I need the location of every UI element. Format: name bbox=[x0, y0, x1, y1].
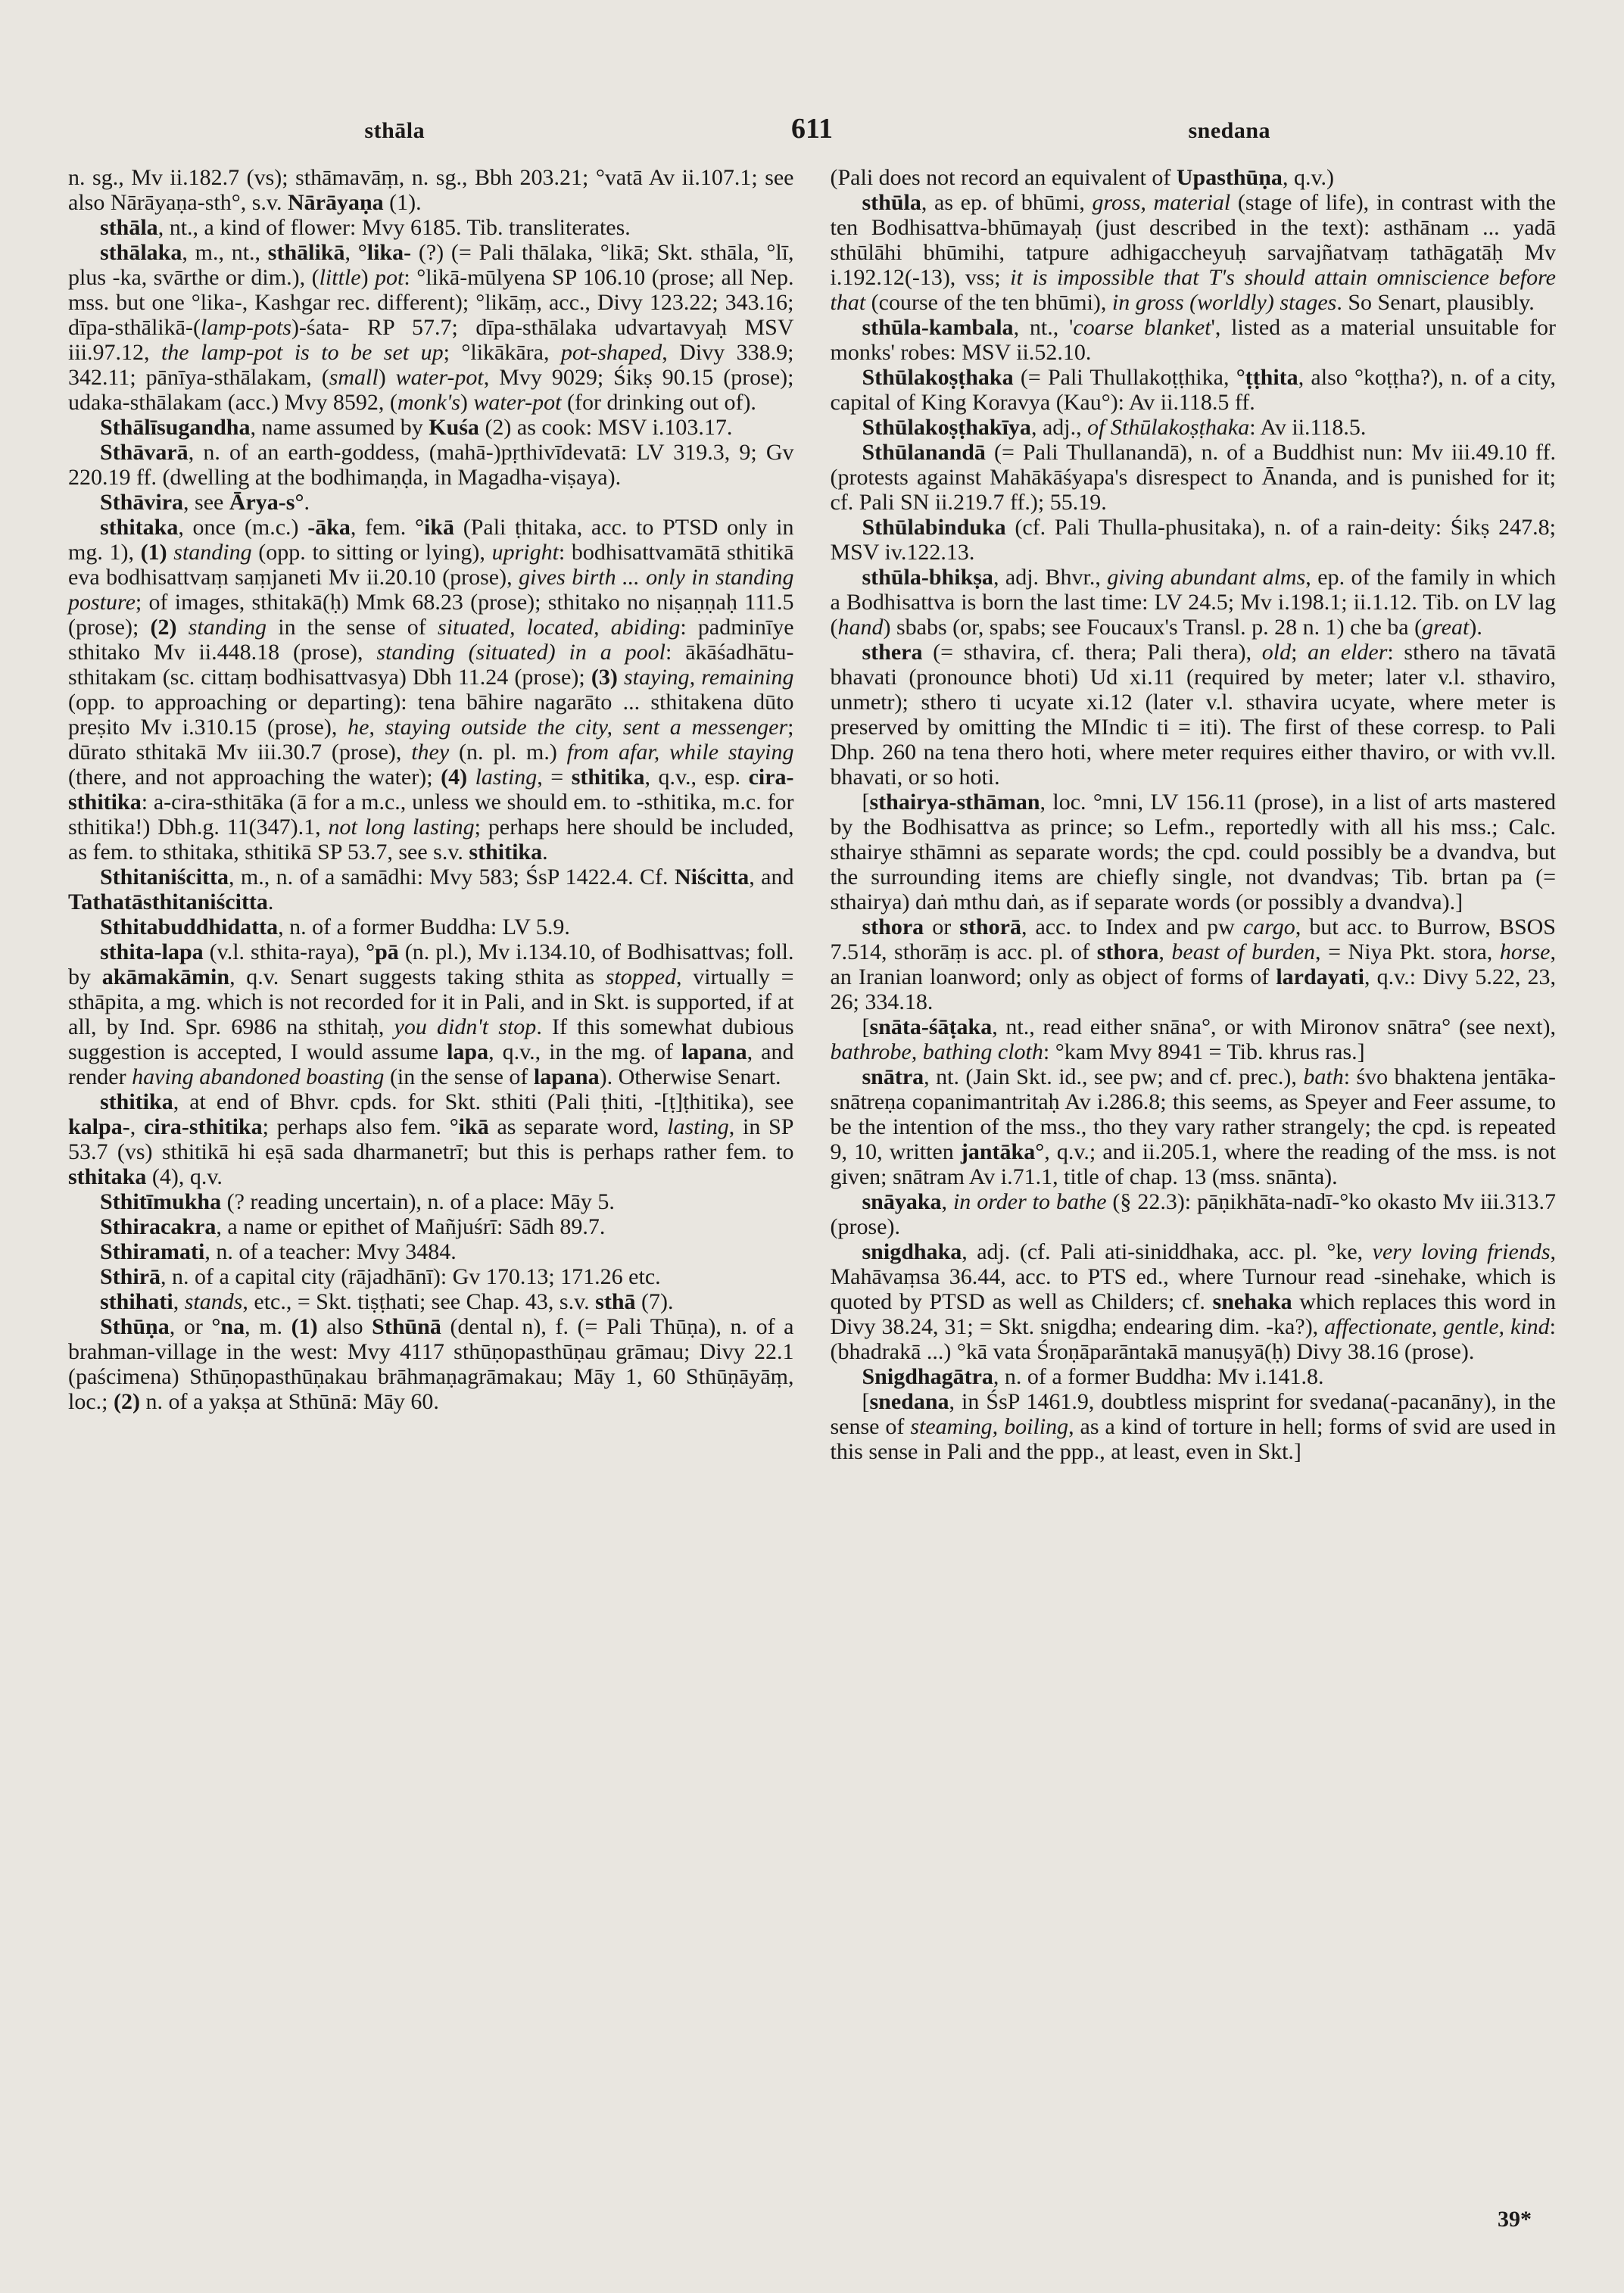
dictionary-entry: [snāta-śāṭaka, nt., read either snāna°, or with Mironov snātra° (see next), bathrobe, bathing cloth: °kam Mvy 8941 = Tib. khrus ras.] bbox=[830, 1014, 1556, 1064]
dictionary-entry: snātra, nt. (Jain Skt. id., see pw; and cf. prec.), bath: śvo bhaktena jentāka-snātreṇa copanimantritaḥ Av i.286.8; this seems, as Speyer and Feer assume, to be the intention of the mss., tho they vary rather strangely; the cpd. is repeated 9, 10, written jantāka°, q.v.; and ii.205.1, where the reading of the mss. is not given; snātram Av i.71.1, title of chap. 13 (mss. snānta). bbox=[830, 1064, 1557, 1189]
page-header bbox=[68, 112, 1556, 145]
dictionary-entry: Sthitabuddhidatta, n. of a former Buddha: LV 5.9. bbox=[100, 914, 570, 939]
dictionary-entry: snāyaka, in order to bathe (§ 22.3): pāṇikhāta-nadī-°ko okasto Mv iii.313.7 (prose). bbox=[830, 1189, 1556, 1239]
page-number: 611 bbox=[791, 113, 833, 145]
dictionary-entry: n. sg., Mv ii.182.7 (vs); sthāmavāṃ, n. sg., Bbh 203.21; °vatā Av ii.107.1; see also Nārāyaṇa-sth°, s.v. Nārāyaṇa (1). bbox=[68, 165, 794, 215]
dictionary-entry: Sthūlakoṣṭhaka (= Pali Thullakoṭṭhika, °ṭṭhita, also °koṭṭha?), n. of a city, capital of King Koravya (Kau°): Av ii.118.5 ff. bbox=[830, 365, 1556, 415]
dictionary-entry: Snigdhagātra, n. of a former Buddha: Mv i.141.8. bbox=[862, 1364, 1324, 1389]
right-column bbox=[831, 165, 1557, 1464]
dictionary-entry: Sthiramati, n. of a teacher: Mvy 3484. bbox=[100, 1239, 457, 1264]
dictionary-entry: sthora or sthorā, acc. to Index and pw cargo, but acc. to Burrow, BSOS 7.514, sthorāṃ is acc. pl. of sthora, beast of burden, = Niya Pkt. stora, horse, an Iranian loanword; only as object of forms of lardayati, q.v.: Divy 5.22, 23, 26; 334.18. bbox=[830, 914, 1556, 1014]
dictionary-entry: sthitika, at end of Bhvr. cpds. for Skt. sthiti (Pali ṭhiti, -[ṭ]ṭhitika), see kalpa-, cira-sthitika; perhaps also fem. °ikā as separate word, lasting, in SP 53.7 (vs) sthitikā hi eṣā sada dharmanetrī; but this is perhaps rather fem. to sthitaka (4), q.v. bbox=[68, 1089, 794, 1189]
dictionary-entry: Sthūṇa, or °na, m. (1) also Sthūnā (dental n), f. (= Pali Thūṇa), n. of a brahman-village in the west: Mvy 4117 sthūṇopasthūṇau grāmau; Divy 22.1 (paścimena) Sthūṇopasthūṇakau brāhmaṇagrāmakau; Māy 1, 60 Sthūṇāyāṃ, loc.; (2) n. of a yakṣa at Sthūnā: Māy 60. bbox=[68, 1314, 794, 1414]
dictionary-entry: sthūla-kambala, nt., 'coarse blanket', listed as a material unsuitable for monks' robes: MSV ii.52.10. bbox=[830, 315, 1556, 365]
dictionary-entry: snigdhaka, adj. (cf. Pali ati-siniddhaka, acc. pl. °ke, very loving friends, Mahāvaṃsa 36.44, acc. to PTS ed., where Turnour read -sinehake, which is quoted by PTSD as well as Childers; cf. snehaka which replaces this word in Divy 38.24, 31; = Skt. snigdha; endearing dim. -ka?), affectionate, gentle, kind: (bhadrakā ...) °kā vata Śroṇāparāntakā manuṣyā(ḥ) Divy 38.16 (prose). bbox=[830, 1239, 1556, 1364]
dictionary-entry: Sthūlabinduka (cf. Pali Thulla-phusitaka), n. of a rain-deity: Śikṣ 247.8; MSV iv.122.13. bbox=[830, 515, 1556, 565]
dictionary-entry: Sthitīmukha (? reading uncertain), n. of a place: Māy 5. bbox=[100, 1189, 615, 1214]
text-columns bbox=[68, 165, 1556, 1464]
signature-mark: 39* bbox=[1498, 2207, 1532, 2232]
dictionary-entry: Sthitaniścitta, m., n. of a samādhi: Mvy 583; ŚsP 1422.4. Cf. Niścitta, and Tathatāsthitaniścitta. bbox=[68, 865, 794, 914]
dictionary-entry: Sthirā, n. of a capital city (rājadhānī): Gv 170.13; 171.26 etc. bbox=[100, 1264, 661, 1289]
dictionary-entry: Sthūlakoṣṭhakīya, adj., of Sthūlakoṣṭhaka: Av ii.118.5. bbox=[862, 415, 1367, 440]
dictionary-entry: sthita-lapa (v.l. sthita-raya), °pā (n. pl.), Mv i.134.10, of Bodhisattvas; foll. by akāmakāmin, q.v. Senart suggests taking sthita as stopped, virtually = sthāpita, a mg. which is not recorded for it in Pali, and in Skt. is supported, if at all, by Ind. Spr. 6986 na sthitaḥ, you didn't stop. If this somewhat dubious suggestion is accepted, I would assume lapa, q.v., in the mg. of lapana, and render having abandoned boasting (in the sense of lapana). Otherwise Senart. bbox=[68, 939, 794, 1089]
dictionary-entry: sthūla-bhikṣa, adj. Bhvr., giving abundant alms, ep. of the family in which a Bodhisattva is born the last time: LV 24.5; Mv i.198.1; ii.1.12. Tib. on LV lag (hand) sbabs (or, spabs; see Foucaux's Transl. p. 28 n. 1) che ba (great). bbox=[830, 565, 1557, 640]
dictionary-entry: Sthāvira, see Ārya-s°. bbox=[100, 490, 310, 515]
dictionary-entry: Sthālīsugandha, name assumed by Kuśa (2) as cook: MSV i.103.17. bbox=[100, 415, 733, 440]
dictionary-entry: sthera (= sthavira, cf. thera; Pali thera), old; an elder: sthero na tāvatā bhavati (pronounce bhoti) Ud xi.11 (required by meter; later v.l. sthaviro, unmetr); sthero ti ucyate xi.12 (later v.l. sthavira ucyate, where meter is preserved by omitting the MIndic ti = iti). The first of these corresp. to Pali Dhp. 260 na tena thero hoti, where meter requires either thaviro, or with vv.ll. bhavati, or so hoti. bbox=[830, 640, 1557, 790]
dictionary-entry: Sthiracakra, a name or epithet of Mañjuśrī: Sādh 89.7. bbox=[100, 1214, 606, 1239]
dictionary-entry: sthālaka, m., nt., sthālikā, °lika- (?) (= Pali thālaka, °likā; Skt. sthāla, °lī, plus -ka, svārthe or dim.), (little) pot: °likā-mūlyena SP 106.10 (prose; all Nep. mss. but one °lika-, Kashgar rec. different); °likāṃ, acc., Divy 123.22; 343.16; dīpa-sthālikā-(lamp-pots)-śata- RP 57.7; dīpa-sthālaka udvartavyaḥ MSV iii.97.12, the lamp-pot is to be set up; °likākāra, pot-shaped, Divy 338.9; 342.11; pānīya-sthālakam, (small) water-pot, Mvy 9029; Śikṣ 90.15 (prose); udaka-sthālakam (acc.) Mvy 8592, (monk's) water-pot (for drinking out of). bbox=[68, 240, 794, 415]
dictionary-entry: [snedana, in ŚsP 1461.9, doubtless misprint for svedana(-pacanāny), in the sense of steaming, boiling, as a kind of torture in hell; forms of svid are used in this sense in Pali and the ppp., at least, even in Skt.] bbox=[830, 1389, 1556, 1464]
running-head-right: snedana bbox=[1188, 118, 1271, 143]
dictionary-entry: sthitaka, once (m.c.) -āka, fem. °ikā (Pali ṭhitaka, acc. to PTSD only in mg. 1), (1) standing (opp. to sitting or lying), upright: bodhisattvamātā sthitikā eva bodhisattvaṃ saṃjaneti Mv ii.20.10 (prose), gives birth ... only in standing posture; of images, sthitakā(ḥ) Mmk 68.23 (prose); sthitako no niṣaṇṇaḥ 111.5 (prose); (2) standing in the sense of situated, located, abiding: padminīye sthitako Mv ii.448.18 (prose), standing (situated) in a pool: ākāśadhātu-sthitakam (sc. cittaṃ bodhisattvasya) Dbh 11.24 (prose); (3) staying, remaining (opp. to approaching or departing): tena bāhire nagarāto ... sthitakena dūto preṣito Mv i.310.15 (prose), he, staying outside the city, sent a messenger; dūrato sthitakā Mv iii.30.7 (prose), they (n. pl. m.) from afar, while staying (there, and not approaching the water); (4) lasting, = sthitika, q.v., esp. cira-sthitika: a-cira-sthitāka (ā for a m.c., unless we should em. to -sthitika, m.c. for sthitika!) Dbh.g. 11(347).1, not long lasting; perhaps here should be included, as fem. to sthitaka, sthitikā SP 53.7, see s.v. sthitika. bbox=[68, 515, 794, 865]
dictionary-entry: (Pali does not record an equivalent of Upasthūṇa, q.v.) bbox=[830, 165, 1334, 190]
dictionary-entry: sthūla, as ep. of bhūmi, gross, material (stage of life), in contrast with the ten Bodhisattva-bhūmayaḥ (just described in the text): asthānam ... yadā sthūlāhi bhūmihi, tatpure adhigaccheyuḥ sarvajñatvaṃ tathāgatāḥ Mv i.192.12(-13), vss; it is impossible that T's should attain omniscience before that (course of the ten bhūmi), in gross (worldly) stages. So Senart, plausibly. bbox=[830, 190, 1556, 315]
running-head-left: sthāla bbox=[364, 118, 425, 143]
dictionary-entry: Sthāvarā, n. of an earth-goddess, (mahā-)pṛthivīdevatā: LV 319.3, 9; Gv 220.19 ff. (dwelling at the bodhimaṇḍa, in Magadha-viṣaya). bbox=[68, 440, 794, 490]
dictionary-entry: [sthairya-sthāman, loc. °mni, LV 156.11 (prose), in a list of arts mastered by the Bodhisattva as prince; so Lefm., reportedly with all his mss.; Calc. sthairye sthāmni as separate words; the cpd. could possibly be a dvandva, but the surrounding items are chiefly single, not dvandvas; Tib. brtan pa (= sthairya) daṅ mthu daṅ, as if separate words (or possibly a dvandva).] bbox=[830, 790, 1556, 914]
dictionary-entry: Sthūlanandā (= Pali Thullanandā), n. of a Buddhist nun: Mv iii.49.10 ff. (protests against Mahākāśyapa's disrespect to Ānanda, and is punished for it; cf. Pali SN ii.219.7 ff.); 55.19. bbox=[830, 440, 1556, 515]
dictionary-entry: sthihati, stands, etc., = Skt. tiṣṭhati; see Chap. 43, s.v. sthā (7). bbox=[100, 1289, 674, 1314]
left-column bbox=[68, 165, 794, 1464]
dictionary-entry: sthāla, nt., a kind of flower: Mvy 6185. Tib. transliterates. bbox=[100, 215, 631, 240]
